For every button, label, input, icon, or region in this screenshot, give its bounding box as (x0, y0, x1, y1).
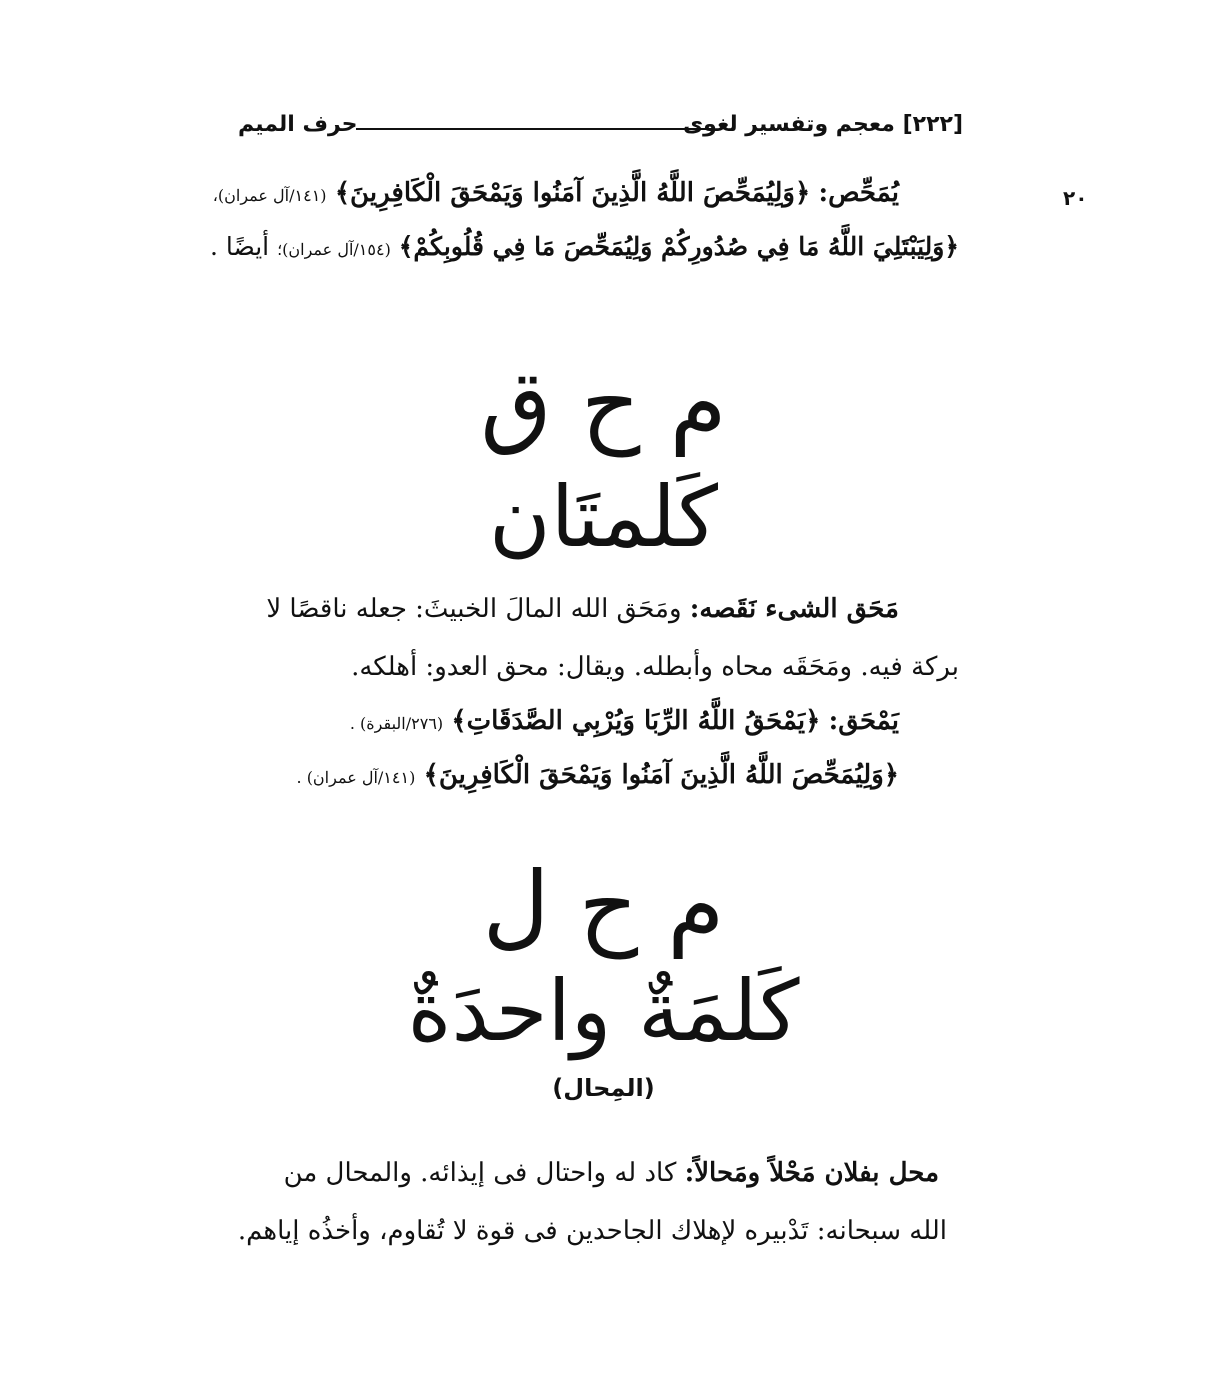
quran-reference: (١٤١/آل عمران)، (212, 186, 327, 205)
definition-lead: مَحَق الشىء نَقَصه: (689, 594, 899, 624)
mhl-line-1 (284, 1158, 939, 1188)
note-text: أيضًا . (210, 232, 270, 261)
header-rule (356, 128, 715, 130)
quran-quote: ﴿وَلِيَبْتَلِيَ اللَّهُ مَا فِي صُدُورِكُمْ وَلِيُمَحِّصَ مَا فِي قُلُوبِكُمْ﴾ (398, 232, 959, 261)
section-title: حرف الميم (238, 112, 358, 137)
quran-reference: (١٤١/آل عمران) . (296, 768, 416, 787)
mhq-line-3 (350, 706, 899, 736)
mhl-line-2: الله سبحانه: تَدْبيره لإهلاك الجاحدين فى قوة لا تُقاوم، وأخذُه إياهم. (237, 1216, 947, 1246)
definition-text: ومَحَق الله المالَ الخبيثَ: جعله ناقصًا لا (266, 594, 682, 624)
entry-mahhas-line-2 (210, 232, 959, 261)
page-header (238, 112, 963, 146)
quran-reference: (٢٧٦/البقرة) . (349, 714, 444, 733)
definition-text: كاد له واحتال فى إيذائه. والمحال من (283, 1158, 677, 1188)
root-title-mhq: م ح ق (480, 350, 727, 457)
headword: يَمْحَق: (828, 706, 899, 736)
mhq-line-4 (297, 760, 899, 790)
margin-mark: ٢٠ (1063, 186, 1088, 210)
mhq-line-1 (266, 594, 899, 624)
entry-mahhas-line-1 (213, 178, 899, 208)
root-title-mhl: م ح ل (482, 852, 725, 959)
quran-quote: ﴿وَلِيُمَحِّصَ اللَّهُ الَّذِينَ آمَنُوا وَيَمْحَقَ الْكَافِرِينَ﴾ (334, 178, 811, 208)
mhq-line-2: بركة فيه. ومَحَقَه محاه وأبطله. ويقال: محق العدو: أهلكه. (351, 652, 959, 682)
word-count-title-mhq: كَلمتَان (489, 468, 718, 566)
quran-quote: ﴿وَلِيُمَحِّصَ اللَّهُ الَّذِينَ آمَنُوا وَيَمْحَقَ الْكَافِرِينَ﴾ (423, 760, 899, 790)
word-count-title-mhl: كَلمَةٌ واحدَةٌ (407, 962, 800, 1060)
definition-lead: محل بفلان مَحْلاً ومَحالاً: (684, 1158, 939, 1188)
page-number-title: [٢٢٢] معجم وتفسير لغوى (683, 112, 963, 137)
headword: يُمَحِّص: (818, 178, 899, 208)
quran-quote: ﴿يَمْحَقُ اللَّهُ الرِّبَا وَيُرْبِي الصَّدَقَاتِ﴾ (451, 706, 821, 736)
headword-title: (المِحال) (552, 1074, 655, 1102)
quran-reference: (١٥٤/آل عمران)؛ (277, 240, 391, 259)
